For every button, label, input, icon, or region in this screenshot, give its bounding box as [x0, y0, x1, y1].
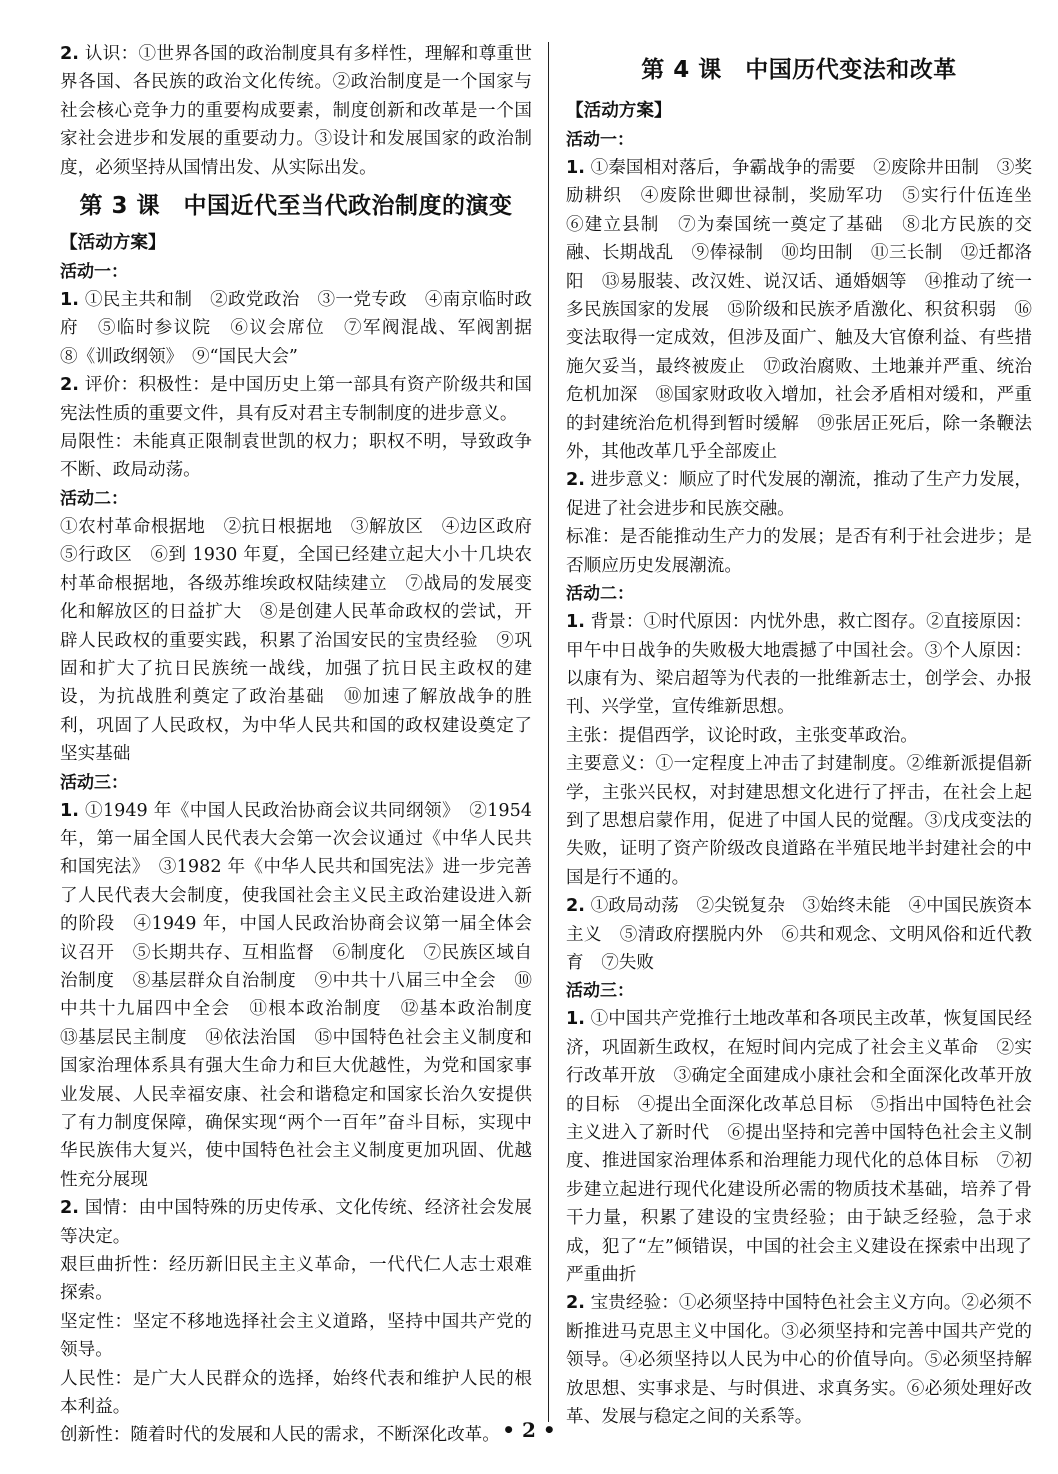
item-text: 背景：①时代原因：内忧外患，救亡图存。②直接原因：甲午中日战争的失败极大地震撼了中国社会。③个人原因：以康有为、梁启超等为代表的一批维新志士，创学会、办报刊、兴学堂，宣传维新思想。	[566, 612, 1033, 718]
item-text: ①中国共产党推行土地改革和各项民主改革，恢复国民经济，巩固新生政权，在短时间内完成了社会主义革命 ②实行改革开放 ③确定全面建成小康社会和全面深化改革开放的目标 ④提出全面深化改革总目标 ⑤指出中国特色社会主义进入了新时代 ⑥提出坚持和完善中国特色社会主义制度、推进国家治理体系和治理能力现代化的总体目标 ⑦初步建立起进行现代化建设所必需的物质技术基础，培养了骨干力量，积累了建设的宝贵经验；由于缺乏经验，急于求成，犯了“左”倾错误，中国的社会主义建设在探索中出现了严重曲折	[566, 1009, 1033, 1286]
paragraph	[60, 286, 550, 371]
section-heading: 【活动方案】	[60, 233, 166, 254]
paragraph	[566, 608, 1032, 722]
item-number: 2.	[566, 896, 585, 917]
item-text: 评价：积极性：是中国历史上第一部具有资产阶级共和国宪法性质的重要文件，具有反对君主专制制度的进步意义。	[60, 375, 532, 424]
item-number: 1.	[566, 158, 585, 178]
paragraph: 艰巨曲折性：经历新旧民主主义革命，一代代仁人志士艰难探索。	[60, 1255, 532, 1304]
paragraph	[566, 892, 1032, 977]
item-number: 2.	[566, 1293, 585, 1314]
left-column	[60, 40, 550, 1450]
lesson-4-title: 第 4 课 中国历代变法和改革	[641, 57, 957, 83]
paragraph	[60, 1194, 532, 1251]
item-number: 1.	[60, 290, 79, 311]
paragraph	[566, 466, 1032, 523]
right-column	[566, 40, 1050, 1431]
item-number: 2.	[566, 470, 585, 491]
item-number: 2.	[60, 1198, 79, 1219]
item-text: 宝贵经验：①必须坚持中国特色社会主义方向。②必须不断推进马克思主义中国化。③必须坚持和完善中国共产党的领导。④必须坚持以人民为中心的价值导向。⑤必须坚持解放思想、实事求是、与时俱进、求真务实。⑥必须处理好改革、发展与稳定之间的关系等。	[566, 1293, 1033, 1428]
paragraph	[566, 154, 1050, 466]
paragraph	[566, 1005, 1032, 1289]
paragraph	[60, 40, 532, 182]
lesson-3-title: 第 3 课 中国近代至当代政治制度的演变	[79, 193, 513, 220]
item-text: 认识：①世界各国的政治制度具有多样性，理解和尊重世界各国、各民族的政治文化传统。②政治制度是一个国家与社会核心竞争力的重要构成要素，制度创新和改革是一个国家社会进步和发展的重要动力。③设计和发展国家的政治制度，必须坚持从国情出发、从实际出发。	[60, 44, 532, 178]
item-text: 进步意义：顺应了时代发展的潮流，推动了生产力发展，促进了社会进步和民族交融。	[566, 470, 1033, 519]
item-text: 国情：由中国特殊的历史传承、文化传统、经济社会发展等决定。	[60, 1198, 532, 1247]
column-divider	[548, 42, 549, 1422]
item-text: ①政局动荡 ②尖锐复杂 ③始终未能 ④中国民族资本主义 ⑤清政府摆脱内外 ⑥共和观念、文明风俗和近代教育 ⑦失败	[566, 896, 1033, 973]
page-number: • 2 •	[502, 1418, 556, 1442]
activity-heading: 活动三：	[60, 772, 128, 793]
paragraph: 创新性：随着时代的发展和人民的需求，不断深化改革。	[60, 1425, 500, 1446]
item-number: 1.	[60, 800, 79, 821]
item-number: 2.	[60, 375, 79, 396]
paragraph	[60, 797, 550, 1195]
item-number: 1.	[566, 1009, 585, 1030]
activity-heading: 活动三：	[566, 981, 634, 1002]
paragraph: 标准：是否能推动生产力的发展；是否有利于社会进步；是否顺应历史发展潮流。	[566, 527, 1032, 576]
paragraph	[566, 1289, 1032, 1431]
activity-heading: 活动二：	[60, 488, 128, 509]
paragraph: ①农村革命根据地 ②抗日根据地 ③解放区 ④边区政府 ⑤行政区 ⑥到 1930 年夏，全国已经建立起大小十几块农村革命根据地，各级苏维埃政权陆续建立 ⑦战局的发展变化和解放区的日益扩大 ⑧是创建人民革命政权的尝试，开辟人民政权的重要实践，积累了治国安民的宝贵经验 ⑨巩固和扩大了抗日民族统一战线，加强了抗日民主政权的建设，为抗战胜利奠定了政治基础 ⑩加速了解放战争的胜利，巩固了人民政权，为中华人民共和国的政权建设奠定了坚实基础	[60, 516, 550, 765]
activity-heading: 活动二：	[566, 584, 634, 605]
item-text: ①民主共和制 ②政党政治 ③一党专政 ④南京临时政府 ⑤临时参议院 ⑥议会席位 ⑦军阀混战、军阀割据 ⑧《训政纲领》 ⑨“国民大会”	[60, 290, 550, 367]
item-text: ①秦国相对落后，争霸战争的需要 ②废除井田制 ③奖励耕织 ④废除世卿世禄制，奖励军功 ⑤实行什伍连坐 ⑥建立县制 ⑦为秦国统一奠定了基础 ⑧北方民族的交融、长期战乱 ⑨俸禄制 ⑩均田制 ⑪三长制 ⑫迁都洛阳 ⑬易服装、改汉姓、说汉话、通婚姻等 ⑭推动了统一多民族国家的发展 ⑮阶级和民族矛盾激化、积贫积弱 ⑯变法取得一定成效，但涉及面广、触及大官僚利益、有些措施欠妥当，最终被废止 ⑰政治腐败、土地兼并严重、统治危机加深 ⑱国家财政收入增加，社会矛盾相对缓和，严重的封建统治危机得到暂时缓解 ⑲张居正死后，除一条鞭法外，其他改革几乎全部废止	[566, 158, 1050, 463]
paragraph	[60, 371, 532, 428]
activity-heading: 活动一：	[566, 130, 634, 150]
paragraph: 坚定性：坚定不移地选择社会主义道路，坚持中国共产党的领导。	[60, 1311, 532, 1361]
paragraph: 人民性：是广大人民群众的选择，始终代表和维护人民的根本利益。	[60, 1368, 532, 1418]
item-number: 1.	[566, 612, 585, 633]
activity-heading: 活动一：	[60, 262, 128, 283]
section-heading: 【活动方案】	[566, 101, 672, 121]
paragraph: 主要意义：①一定程度上冲击了封建制度。②维新派提倡新学，主张兴民权，对封建思想文化进行了抨击，在社会上起到了思想启蒙作用，促进了中国人民的觉醒。③戊戌变法的失败，证明了资产阶级改良道路在半殖民地半封建社会的中国是行不通的。	[566, 754, 1032, 888]
item-number: 2.	[60, 44, 79, 64]
paragraph: 主张：提倡西学，议论时政，主张变革政治。	[566, 725, 918, 746]
item-text: ①1949 年《中国人民政治协商会议共同纲领》 ②1954 年，第一届全国人民代表大会第一次会议通过《中华人民共和国宪法》 ③1982 年《中华人民共和国宪法》进一步完善了人民代表大会制度，使我国社会主义民主政治建设进入新的阶段 ④1949 年，中国人民政治协商会议第一届全体会议召开 ⑤长期共存、互相监督 ⑥制度化 ⑦民族区域自治制度 ⑧基层群众自治制度 ⑨中共十八届三中全会 ⑩中共十九届四中全会 ⑪根本政治制度 ⑫基本政治制度 ⑬基层民主制度 ⑭依法治国 ⑮中国特色社会主义制度和国家治理体系具有强大生命力和巨大优越性，为党和国家事业发展、人民幸福安康、社会和谐稳定和国家长治久安提供了有力制度保障，确保实现“两个一百年”奋斗目标，实现中华民族伟大复兴，使中国特色社会主义制度更加巩固、优越性充分展现	[60, 800, 550, 1190]
paragraph: 局限性：未能真正限制袁世凯的权力；职权不明，导致政争不断、政局动荡。	[60, 432, 532, 481]
